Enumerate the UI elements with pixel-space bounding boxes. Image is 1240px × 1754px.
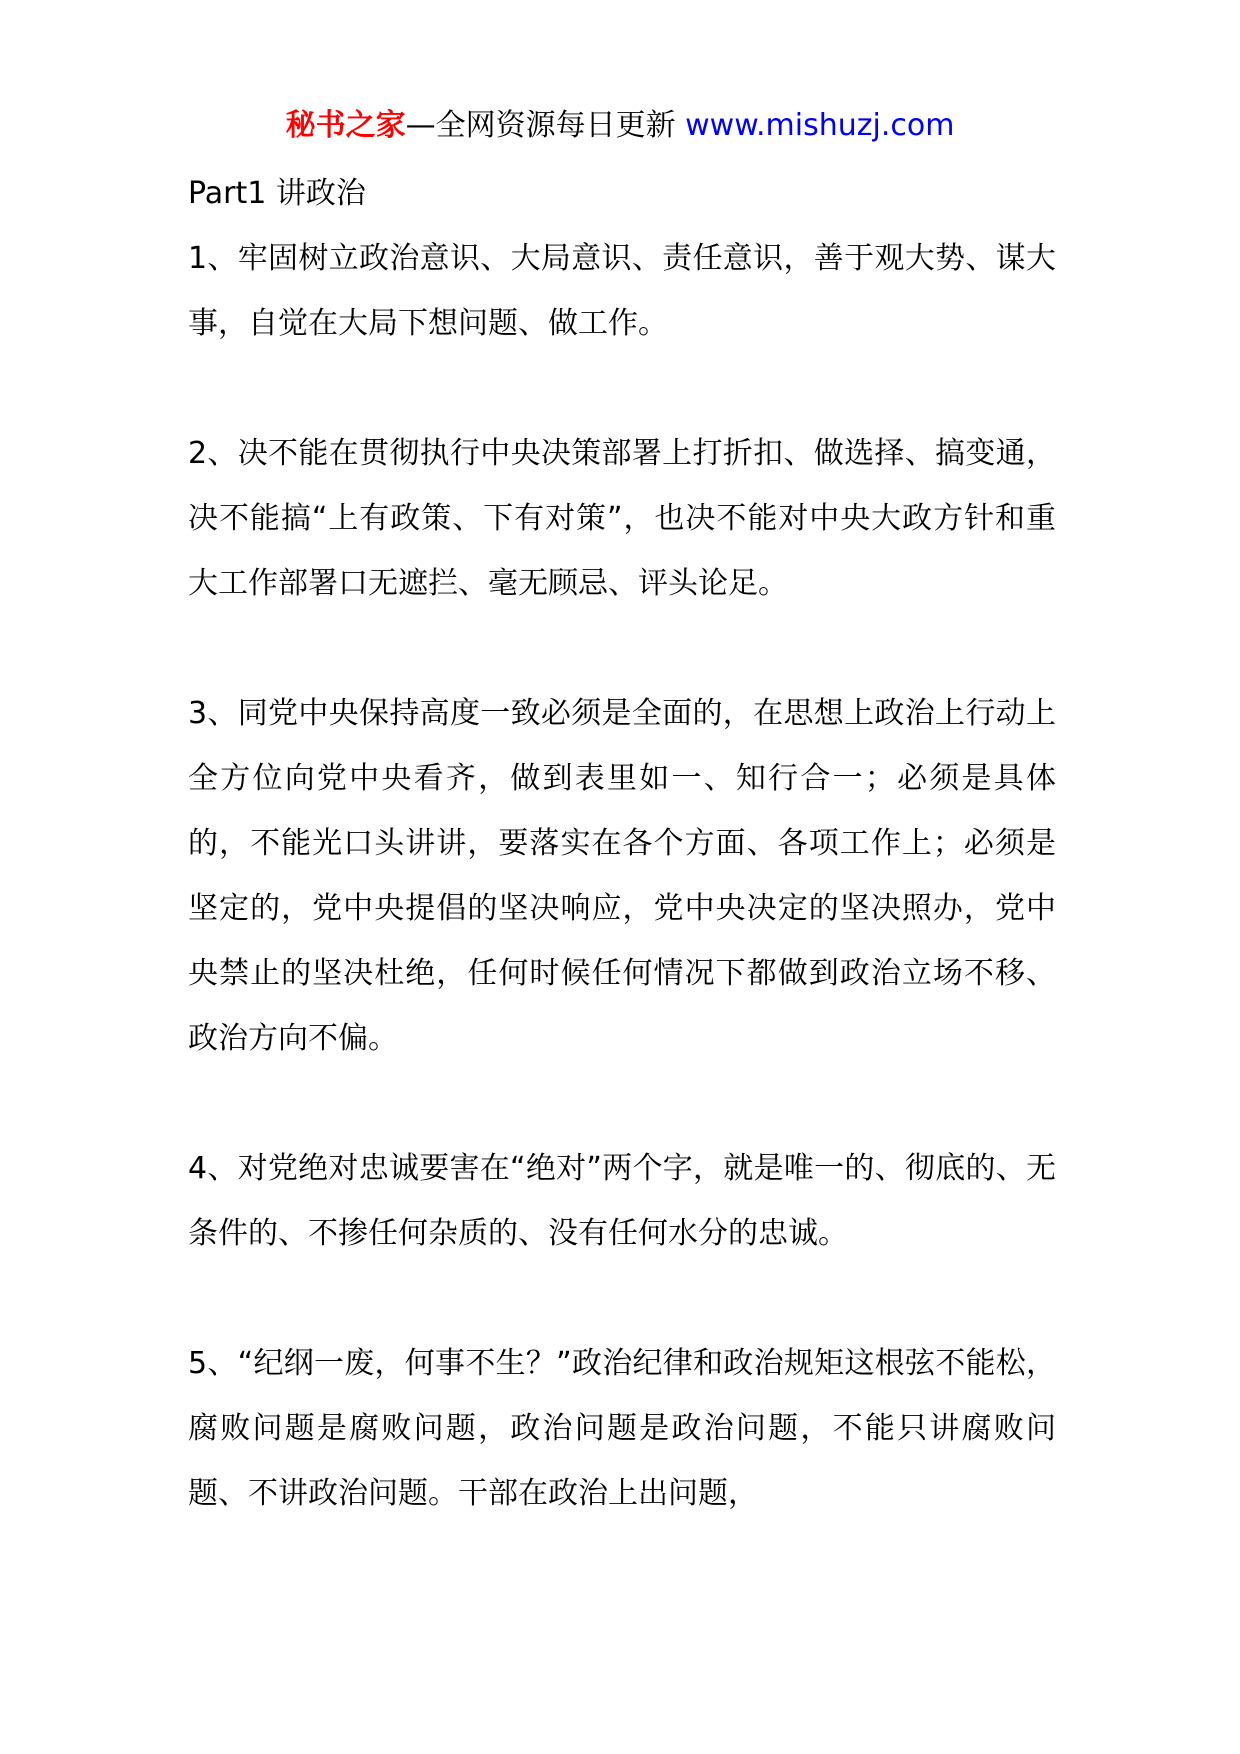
paragraph-spacer [188, 356, 1056, 421]
site-url-link[interactable]: www.mishuzj.com [685, 108, 955, 143]
paragraph-spacer [188, 1266, 1056, 1331]
paragraph-3: 3、同党中央保持高度一致必须是全面的，在思想上政治上行动上全方位向党中央看齐，做到表里如一、知行合一；必须是具体的，不能光口头讲讲，要落实在各个方面、各项工作上；必须是坚定的，党中央提倡的坚决响应，党中央决定的坚决照办，党中央禁止的坚决杜绝，任何时候任何情况下都做到政治立场不移、政治方向不偏。 [188, 696, 1056, 1056]
paragraph-spacer [188, 616, 1056, 681]
paragraph-1: 1、牢固树立政治意识、大局意识、责任意识，善于观大势、谋大事，自觉在大局下想问题、做工作。 [188, 241, 1056, 341]
part-title: Part1 讲政治 [188, 176, 366, 211]
header-tagline: —全网资源每日更新 [405, 108, 686, 143]
paragraph-2: 2、决不能在贯彻执行中央决策部署上打折扣、做选择、搞变通，决不能搞“上有政策、下有对策”，也决不能对中央大政方针和重大工作部署口无遮拦、毫无顾忌、评头论足。 [188, 436, 1056, 601]
document-body [188, 161, 1056, 1526]
paragraph-4: 4、对党绝对忠诚要害在“绝对”两个字，就是唯一的、彻底的、无条件的、不掺任何杂质的、没有任何水分的忠诚。 [188, 1151, 1056, 1251]
paragraph-5: 5、“纪纲一废，何事不生？”政治纪律和政治规矩这根弦不能松，腐败问题是腐败问题，政治问题是政治问题，不能只讲腐败问题、不讲政治问题。干部在政治上出问题， [188, 1346, 1056, 1511]
site-header [0, 98, 1240, 154]
brand-name: 秘书之家 [285, 108, 406, 143]
paragraph-spacer [188, 1071, 1056, 1136]
